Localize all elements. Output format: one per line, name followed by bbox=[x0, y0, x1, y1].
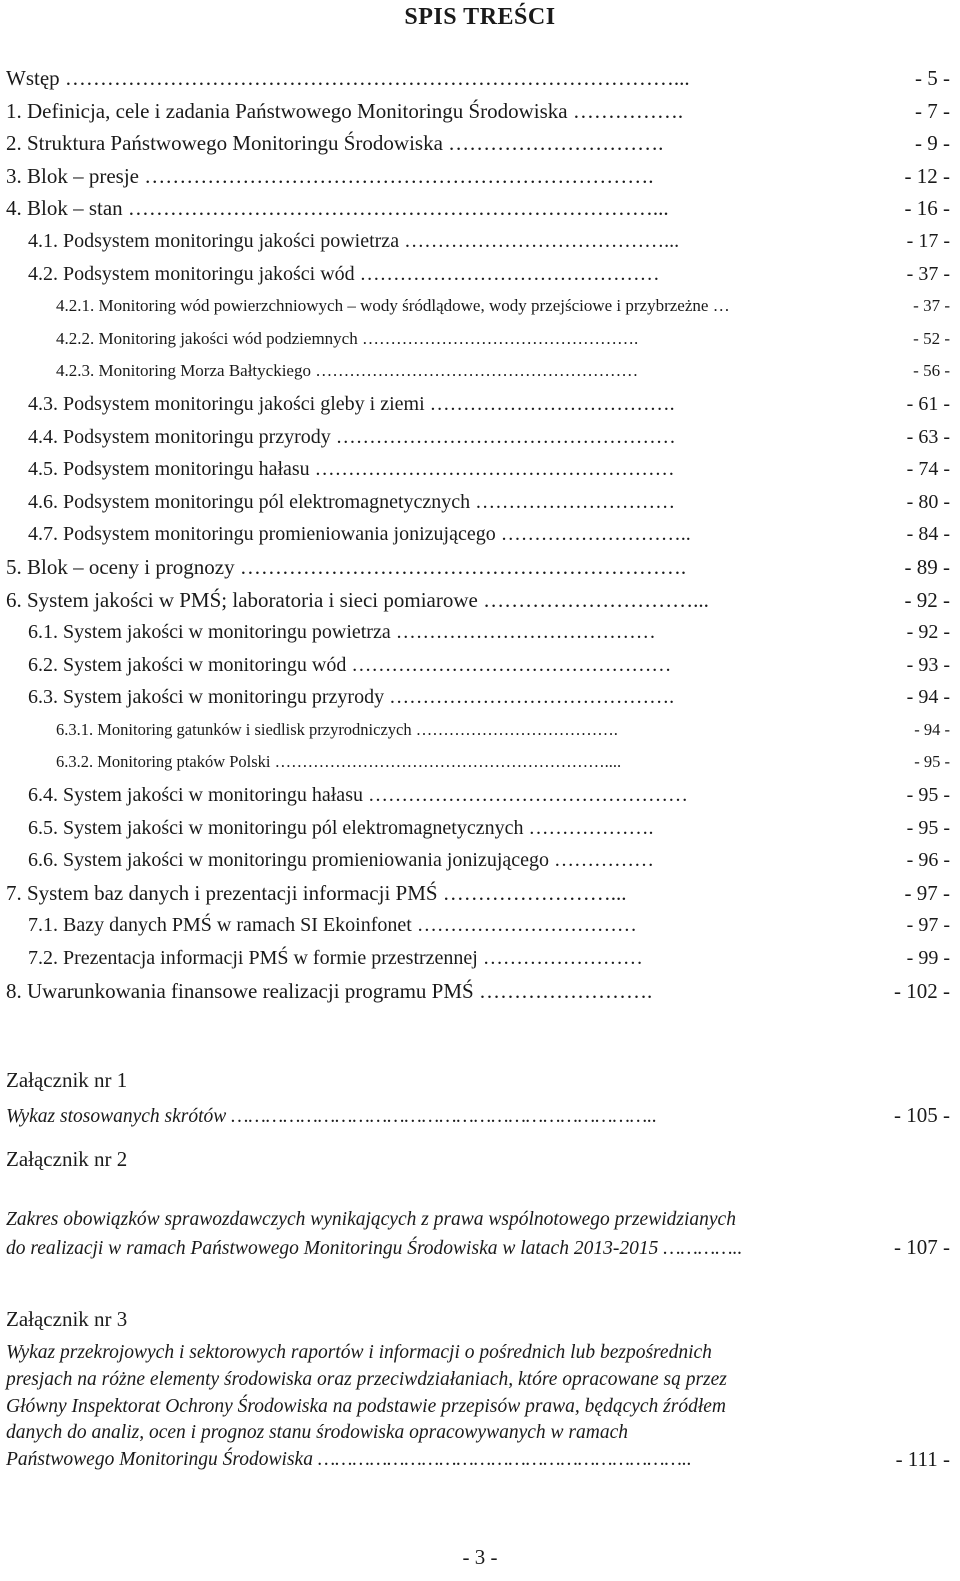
toc-entry-title: Wstęp ……………………………………………………………………………... bbox=[6, 66, 690, 90]
annex-1-page-number: - 105 - bbox=[894, 1103, 950, 1127]
toc-entry-title: 6.3. System jakości w monitoringu przyrody ……………………………………. bbox=[28, 686, 675, 709]
toc-entry-title: 4. Blok – stan …………………………………………………………………... bbox=[6, 196, 669, 221]
toc-entry-page-number: - 93 - bbox=[906, 653, 950, 676]
toc-entry-title: 8. Uwarunkowania finansowe realizacji programu PMŚ ……………………. bbox=[6, 978, 653, 1003]
toc-entry[interactable] bbox=[0, 95, 960, 128]
annex-3-page-number: - 111 - bbox=[895, 1447, 950, 1471]
footer-page-number: - 3 - bbox=[462, 1545, 498, 1569]
toc-entry-title: 4.3. Podsystem monitoringu jakości gleby i ziemi ………………………………. bbox=[28, 392, 675, 415]
toc-entry-title: 4.2.3. Monitoring Morza Bałtyckiego ………………………………………………… bbox=[56, 361, 639, 381]
annex-2-line: do realizacji w ramach Państwowego Monitoringu Środowiska w latach 2013-2015 ………….. bbox=[6, 1238, 743, 1259]
toc-entry-title: 4.6. Podsystem monitoringu pól elektromagnetycznych ………………………… bbox=[28, 490, 676, 513]
toc-entry[interactable] bbox=[0, 551, 960, 584]
toc-entry-title: 4.1. Podsystem monitoringu jakości powietrza …………………………………... bbox=[28, 229, 680, 252]
toc-entry-page-number: - 95 - bbox=[914, 752, 950, 772]
toc-entry-title: 4.2. Podsystem monitoringu jakości wód ……………………………………… bbox=[28, 262, 660, 285]
toc-entry-title: 3. Blok – presje ………………………………………………………………. bbox=[6, 163, 654, 188]
toc-entry[interactable] bbox=[0, 486, 960, 519]
annex-2-page-number: - 107 - bbox=[894, 1235, 950, 1259]
toc-entry[interactable] bbox=[0, 746, 960, 779]
toc-entry[interactable] bbox=[0, 290, 960, 323]
toc-entry-title: 6. System jakości w PMŚ; laboratoria i sieci pomiarowe …………………………... bbox=[6, 587, 709, 612]
toc-entry-page-number: - 97 - bbox=[904, 880, 950, 905]
toc-entry-page-number: - 97 - bbox=[906, 914, 950, 937]
toc-entry[interactable] bbox=[0, 649, 960, 682]
toc-entry-page-number: - 12 - bbox=[904, 163, 950, 188]
toc-entry-page-number: - 61 - bbox=[906, 392, 950, 415]
toc-entry-title: 6.3.1. Monitoring gatunków i siedlisk przyrodniczych ………………………………. bbox=[56, 719, 618, 739]
annex-3-line: danych do analiz, ocen i prognoz stanu środowiska opracowywanych w ramach bbox=[6, 1422, 628, 1443]
toc-entry[interactable] bbox=[0, 62, 960, 95]
toc-entry-page-number: - 37 - bbox=[906, 262, 950, 285]
toc-entry-title: 6.1. System jakości w monitoringu powietrza ………………………………… bbox=[28, 621, 656, 644]
toc-entry-title: 6.4. System jakości w monitoringu hałasu ………………………………………… bbox=[28, 784, 688, 807]
toc-entry[interactable] bbox=[0, 225, 960, 258]
toc-entry[interactable] bbox=[0, 975, 960, 1008]
toc-entry-page-number: - 96 - bbox=[906, 849, 950, 872]
annex-3-line: presjach na różne elementy środowiska oraz przeciwdziałaniach, które opracowane są przez bbox=[6, 1369, 727, 1390]
toc-entry[interactable] bbox=[0, 421, 960, 454]
annex-2-heading: Załącznik nr 2 bbox=[6, 1147, 128, 1171]
toc-entry-page-number: - 95 - bbox=[906, 784, 950, 807]
toc-entry[interactable] bbox=[0, 584, 960, 617]
toc-entry-page-number: - 84 - bbox=[906, 523, 950, 546]
page-title: SPIS TREŚCI bbox=[404, 4, 556, 30]
toc-entry-title: 7. System baz danych i prezentacji informacji PMŚ ……………………... bbox=[6, 880, 627, 905]
toc-entry[interactable] bbox=[0, 388, 960, 421]
toc-entry[interactable] bbox=[0, 258, 960, 291]
annex-2-line: Zakres obowiązków sprawozdawczych wynikających z prawa wspólnotowego przewidzianych bbox=[6, 1209, 736, 1230]
toc-entry[interactable] bbox=[0, 355, 960, 388]
toc-entry-title: 6.6. System jakości w monitoringu promieniowania jonizującego …………… bbox=[28, 849, 655, 872]
toc-entry[interactable] bbox=[0, 453, 960, 486]
toc-entry-title: 5. Blok – oceny i prognozy ………………………………………………………. bbox=[6, 554, 687, 579]
toc-entry-page-number: - 74 - bbox=[906, 458, 950, 481]
table-of-contents bbox=[0, 62, 960, 1007]
toc-entry[interactable] bbox=[0, 812, 960, 845]
toc-entry-title: 4.2.2. Monitoring jakości wód podziemnych …………………………………………. bbox=[56, 328, 639, 348]
toc-entry[interactable] bbox=[0, 616, 960, 649]
toc-entry-page-number: - 99 - bbox=[906, 947, 950, 970]
toc-entry-page-number: - 95 - bbox=[906, 816, 950, 839]
toc-entry-page-number: - 17 - bbox=[906, 229, 950, 252]
toc-entry-title: 4.7. Podsystem monitoringu promieniowania jonizującego ……………………….. bbox=[28, 523, 691, 546]
annex-3-line: Wykaz przekrojowych i sektorowych raportów i informacji o pośrednich lub bezpośrednich bbox=[6, 1342, 712, 1363]
toc-entry-page-number: - 5 - bbox=[915, 66, 950, 90]
toc-entry[interactable] bbox=[0, 127, 960, 160]
toc-entry-title: 7.2. Prezentacja informacji PMŚ w formie przestrzennej …………………… bbox=[28, 947, 643, 970]
toc-entry-page-number: - 94 - bbox=[906, 686, 950, 709]
toc-entry-page-number: - 37 - bbox=[913, 296, 950, 316]
annex-1-line: Wykaz stosowanych skrótów ……………………………………………………………….. bbox=[6, 1106, 658, 1127]
toc-entry-page-number: - 92 - bbox=[906, 621, 950, 644]
toc-entry-page-number: - 89 - bbox=[904, 554, 950, 579]
annex-3-heading: Załącznik nr 3 bbox=[6, 1307, 128, 1331]
toc-entry-title: 1. Definicja, cele i zadania Państwowego Monitoringu Środowiska ……………. bbox=[6, 98, 684, 123]
toc-entry-title: 7.1. Bazy danych PMŚ w ramach SI Ekoinfonet …………………………… bbox=[28, 914, 637, 937]
toc-entry-page-number: - 92 - bbox=[904, 587, 950, 612]
toc-entry[interactable] bbox=[0, 323, 960, 356]
toc-entry[interactable] bbox=[0, 877, 960, 910]
toc-entry-title: 4.4. Podsystem monitoringu przyrody …………………………………………… bbox=[28, 425, 676, 448]
toc-entry[interactable] bbox=[0, 714, 960, 747]
toc-entry-page-number: - 102 - bbox=[894, 978, 950, 1003]
toc-entry-title: 6.5. System jakości w monitoringu pól elektromagnetycznych ………………. bbox=[28, 816, 654, 839]
toc-entry-title: 6.2. System jakości w monitoringu wód ………………………………………… bbox=[28, 653, 672, 676]
toc-entry-page-number: - 63 - bbox=[906, 425, 950, 448]
toc-entry-page-number: - 80 - bbox=[906, 490, 950, 513]
toc-entry-page-number: - 52 - bbox=[913, 328, 950, 348]
toc-entry[interactable] bbox=[0, 844, 960, 877]
toc-entry-page-number: - 16 - bbox=[904, 196, 950, 221]
toc-entry-page-number: - 56 - bbox=[913, 361, 950, 381]
toc-entry[interactable] bbox=[0, 942, 960, 975]
toc-entry-title: 4.2.1. Monitoring wód powierzchniowych – wody śródlądowe, wody przejściowe i przybrzeżne … bbox=[56, 296, 730, 316]
toc-entry[interactable] bbox=[0, 160, 960, 193]
toc-entry-page-number: - 7 - bbox=[915, 98, 950, 123]
annex-1-heading: Załącznik nr 1 bbox=[6, 1068, 128, 1092]
toc-entry-title: 2. Struktura Państwowego Monitoringu Środowiska …………………………. bbox=[6, 131, 664, 156]
toc-entry-page-number: - 9 - bbox=[915, 131, 950, 156]
toc-entry[interactable] bbox=[0, 779, 960, 812]
annex-3-line: Państwowego Monitoringu Środowiska ……………………………………………………….. bbox=[6, 1449, 692, 1470]
toc-entry[interactable] bbox=[0, 681, 960, 714]
toc-entry[interactable] bbox=[0, 518, 960, 551]
toc-entry-title: 6.3.2. Monitoring ptaków Polski …………………………………………………….... bbox=[56, 752, 622, 772]
annex-3-line: Główny Inspektorat Ochrony Środowiska na podstawie przepisów prawa, będących źródłem bbox=[6, 1396, 726, 1417]
toc-entry-title: 4.5. Podsystem monitoringu hałasu ……………………………………………… bbox=[28, 458, 675, 481]
toc-entry[interactable] bbox=[0, 192, 960, 225]
toc-entry-page-number: - 94 - bbox=[914, 719, 950, 739]
toc-entry[interactable] bbox=[0, 909, 960, 942]
